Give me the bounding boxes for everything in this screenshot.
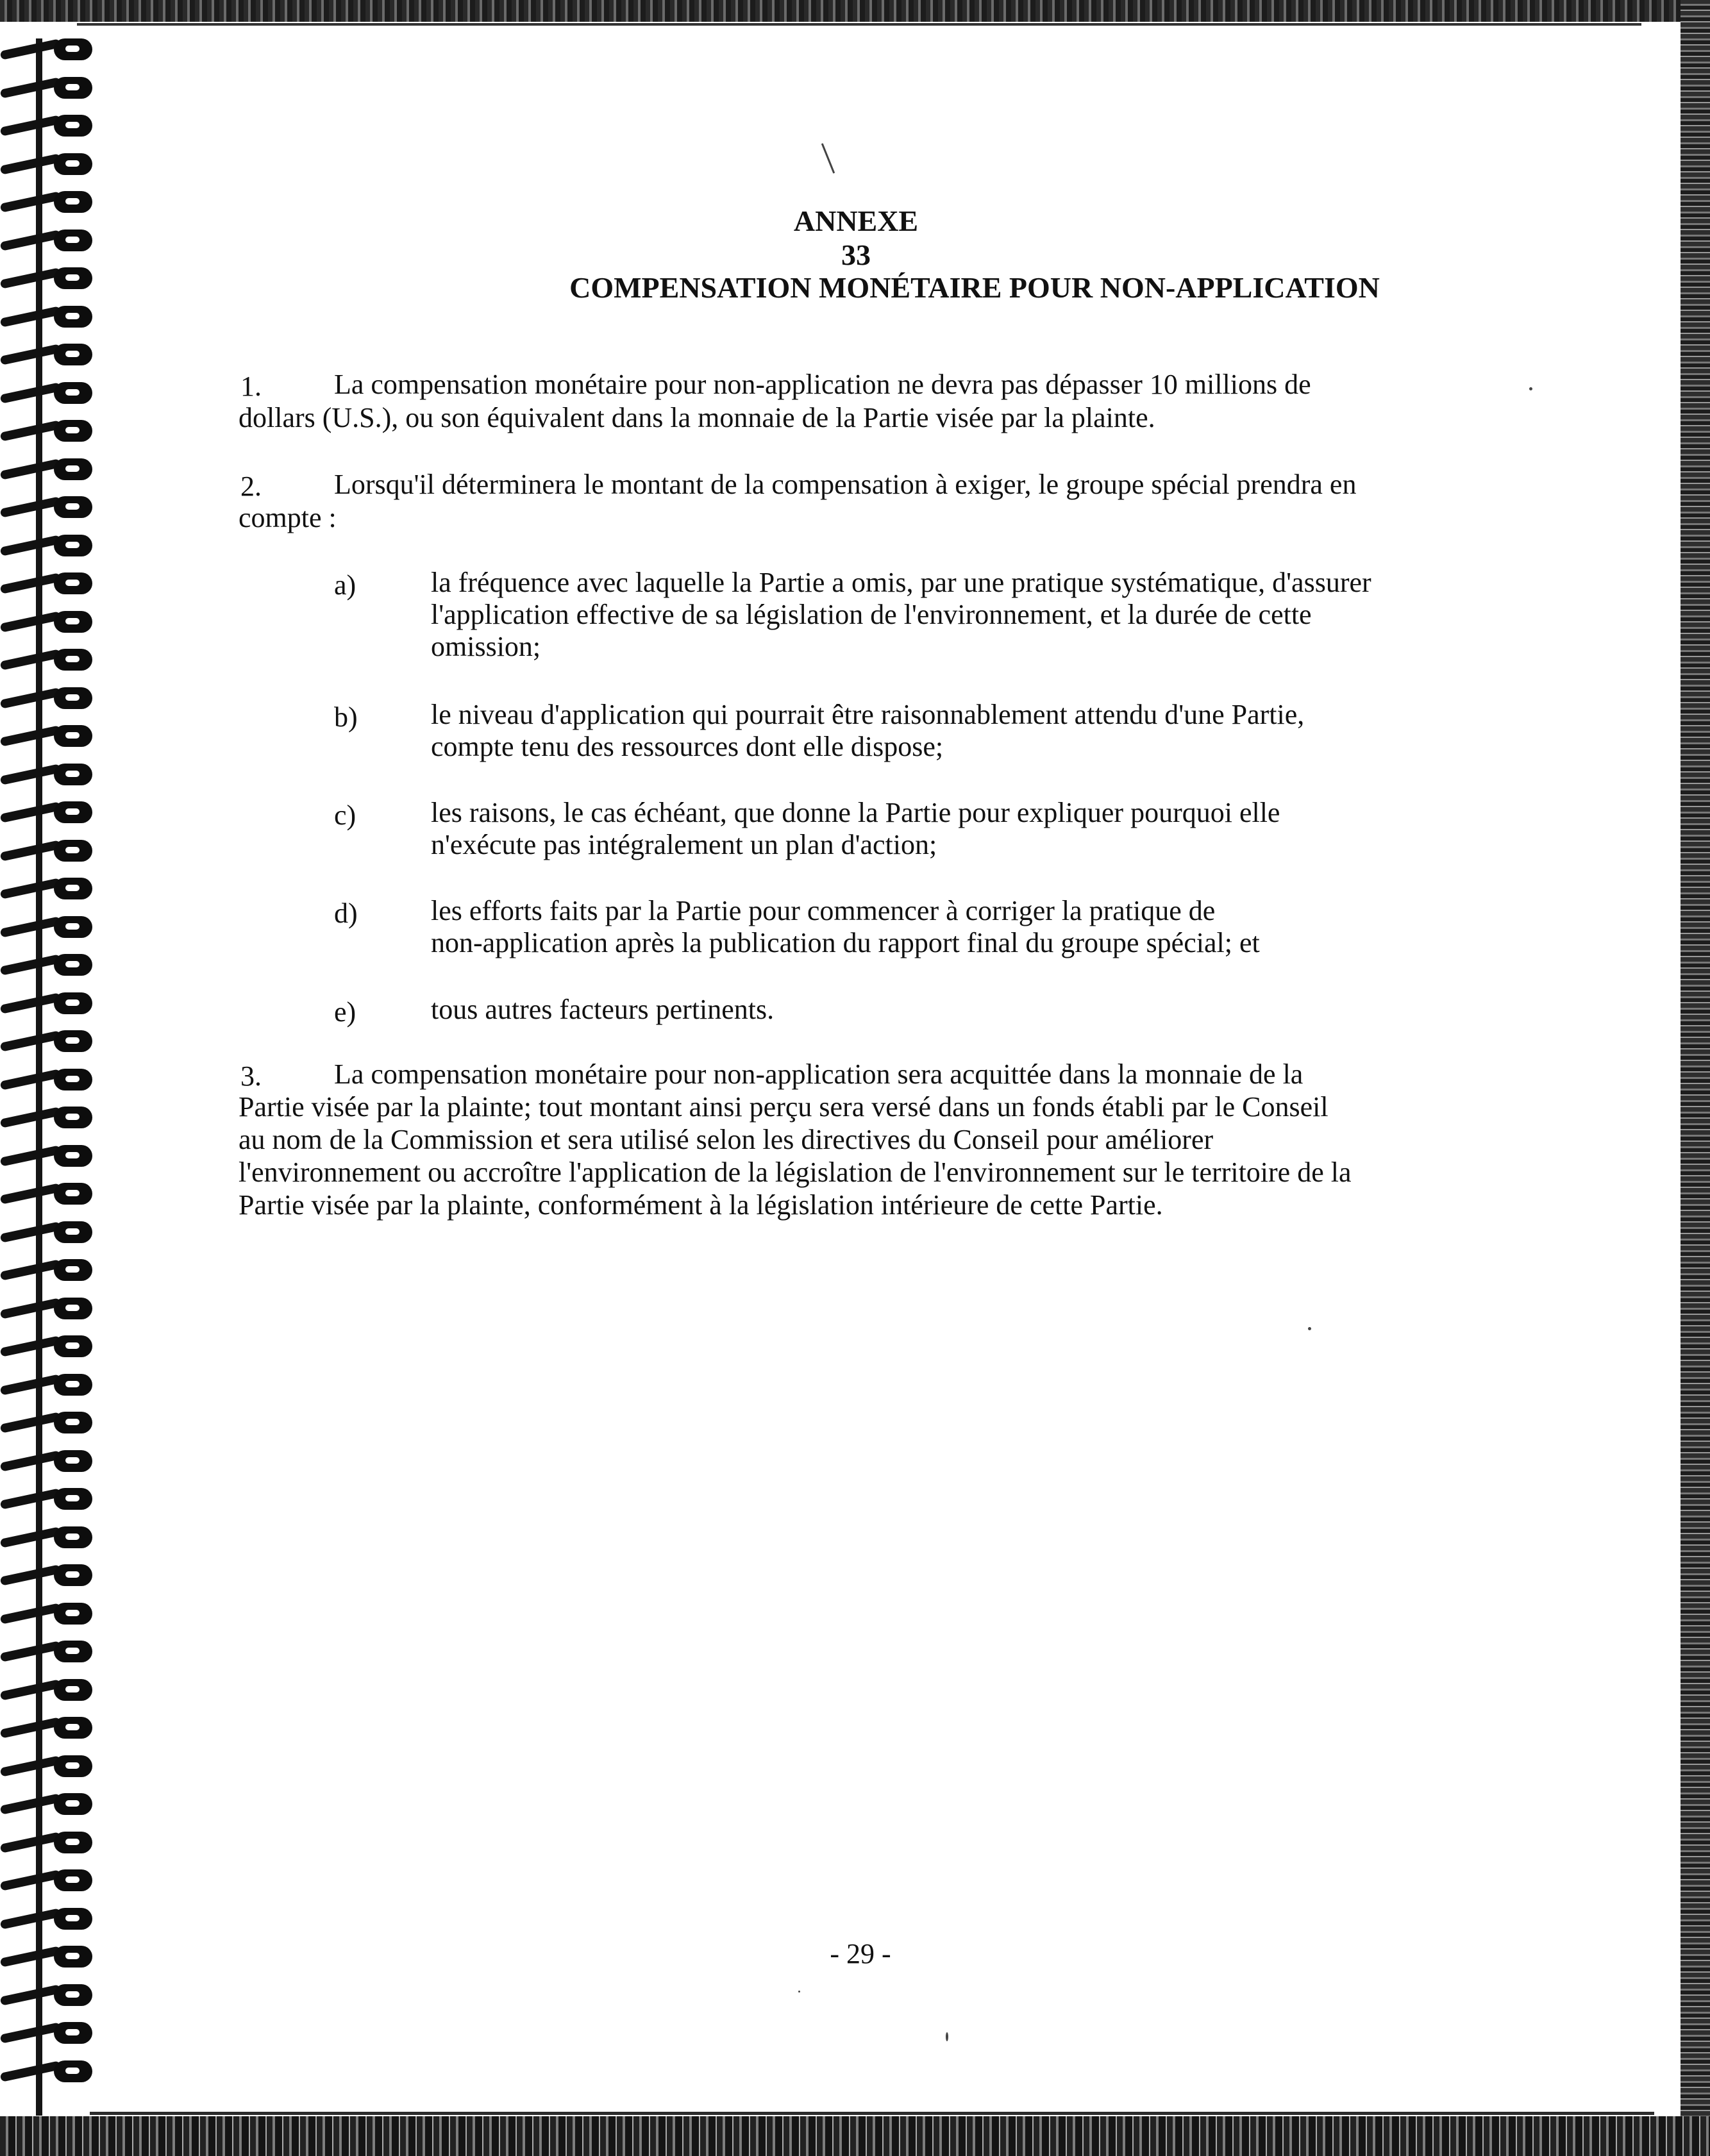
item-d-line-1: les efforts faits par la Partie pour commencer à corriger la pratique de — [431, 895, 1216, 926]
item-a-letter: a) — [334, 569, 356, 601]
paragraph-2-line-1: Lorsqu'il déterminera le montant de la compensation à exiger, le groupe spécial prendra en — [334, 469, 1357, 500]
item-b-line-1: le niveau d'application qui pourrait être raisonnablement attendu d'une Partie, — [431, 699, 1305, 730]
item-b-letter: b) — [334, 701, 358, 733]
item-e-letter: e) — [334, 996, 356, 1028]
scan-speck — [946, 2032, 948, 2041]
annex-title: ANNEXE 33 — [793, 205, 919, 271]
item-a-line-3: omission; — [431, 631, 541, 662]
item-c-line-2: n'exécute pas intégralement un plan d'action; — [431, 829, 937, 860]
item-c-text — [431, 797, 1508, 861]
item-c-letter: c) — [334, 799, 356, 831]
scan-speck — [821, 143, 835, 173]
item-b-text — [431, 699, 1508, 763]
paragraph-3-line-4: l'environnement ou accroître l'application de la législation de l'environnement sur le territoire de la — [239, 1157, 1352, 1188]
paragraph-3-line-5: Partie visée par la plainte, conformément à la législation intérieure de cette Partie. — [239, 1189, 1163, 1221]
paragraph-3-line-1: La compensation monétaire pour non-application sera acquittée dans la monnaie de la — [334, 1058, 1303, 1090]
paragraph-2-line-2: compte : — [239, 502, 337, 533]
paragraph-3-line-2: Partie visée par la plainte; tout montant ainsi perçu sera versé dans un fonds établi par le Conseil — [239, 1091, 1329, 1123]
item-d-letter: d) — [334, 898, 358, 929]
item-d-line-2: non-application après la publication du rapport final du groupe spécial; et — [431, 927, 1260, 958]
scan-speck — [1529, 387, 1532, 390]
item-a-line-1: la fréquence avec laquelle la Partie a omis, par une pratique systématique, d'assurer — [431, 567, 1371, 598]
paragraph-3-number: 3. — [240, 1060, 262, 1092]
paragraph-2-number: 2. — [240, 471, 262, 502]
scan-speck — [1308, 1327, 1311, 1330]
scan-speck — [798, 1991, 800, 1993]
paragraph-1-line-2: dollars (U.S.), ou son équivalent dans la monnaie de la Partie visée par la plainte. — [239, 402, 1155, 433]
item-e-text — [431, 994, 1508, 1026]
paragraph-1-number: 1. — [240, 371, 262, 402]
paragraph-1-line-1: La compensation monétaire pour non-application ne devra pas dépasser 10 millions de — [334, 369, 1311, 400]
main-title: COMPENSATION MONÉTAIRE POUR NON-APPLICATION — [569, 271, 1380, 304]
item-d-text — [431, 895, 1508, 959]
item-c-line-1: les raisons, le cas échéant, que donne la Partie pour expliquer pourquoi elle — [431, 797, 1280, 828]
paragraph-3-line-3: au nom de la Commission et sera utilisé selon les directives du Conseil pour améliorer — [239, 1124, 1214, 1155]
page-number: - 29 - — [830, 1938, 891, 1969]
item-e-line-1: tous autres facteurs pertinents. — [431, 994, 775, 1025]
item-b-line-2: compte tenu des ressources dont elle dispose; — [431, 731, 944, 762]
item-a-line-2: l'application effective de sa législation de l'environnement, et la durée de cette — [431, 599, 1312, 630]
item-a-text — [431, 567, 1508, 663]
